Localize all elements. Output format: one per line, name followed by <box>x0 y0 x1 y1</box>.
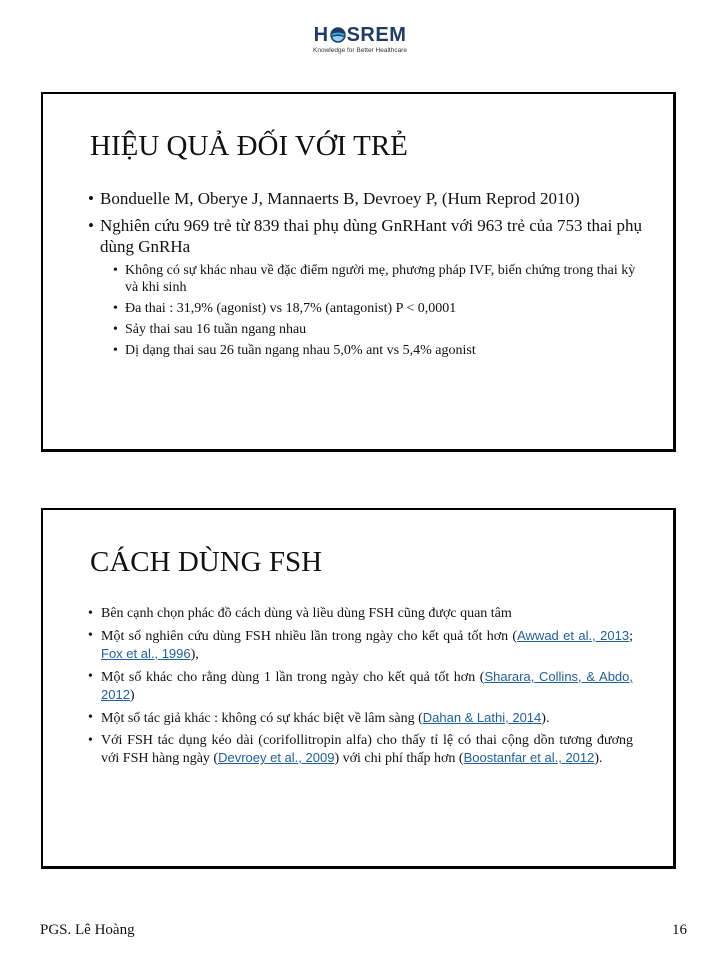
list-item <box>88 668 633 704</box>
reference-link-awwad[interactable]: Awwad et al., 2013 <box>517 628 630 643</box>
item-text: ), <box>190 647 199 662</box>
slide-2-bullets <box>88 605 633 772</box>
logo-wordmark <box>300 24 420 46</box>
reference-link-sharara[interactable]: Sharara, Collins, & Abdo, 2012 <box>101 669 633 702</box>
item-text: Bên cạnh chọn phác đồ cách dùng và liều dùng FSH cũng được quan tâm <box>101 606 512 621</box>
hosrem-logo <box>300 24 420 64</box>
slide-2 <box>41 508 676 869</box>
slide-1-bullets <box>88 188 643 365</box>
logo-text-srem: SREM <box>346 24 407 46</box>
item-text: Một số tác giả khác : không có sự khác biệt về lâm sàng ( <box>101 711 423 726</box>
sub-bullet: • Sảy thai sau 16 tuần ngang nhau <box>113 321 643 338</box>
footer-author: PGS. Lê Hoàng <box>40 922 135 938</box>
sub-bullet: • Không có sự khác nhau về đặc điểm người mẹ, phương pháp IVF, biến chứng trong thai kỳ và khi sinh <box>113 262 643 296</box>
item-text: Với FSH tác dụng kéo dài (corifollitropin alfa) cho thấy tỉ lệ có thai cộng dồn tương đương với FSH hàng ngày ( <box>101 733 633 766</box>
reference-link-dahan[interactable]: Dahan & Lathi, 2014 <box>422 710 542 725</box>
bullet-study-text: Nghiên cứu 969 trẻ từ 839 thai phụ dùng GnRHant với 963 trẻ của 753 thai phụ dùng GnRHa <box>100 216 643 256</box>
item-text: ; <box>629 629 633 644</box>
slide-2-title: CÁCH DÙNG FSH <box>90 546 323 578</box>
logo-tagline: Knowledge for Better Healthcare <box>313 47 407 54</box>
page-number: 16 <box>672 922 687 938</box>
bullet-citation: • Bonduelle M, Oberye J, Mannaerts B, Devroey P, (Hum Reprod 2010) <box>88 188 643 209</box>
logo-text-h: H <box>313 24 329 46</box>
item-text: Một số nghiên cứu dùng FSH nhiều lần trong ngày cho kết quả tốt hơn ( <box>101 629 518 644</box>
sub-bullets <box>113 262 643 359</box>
list-item <box>88 605 633 622</box>
item-text: ). <box>594 751 603 766</box>
item-text: Một số khác cho rằng dùng 1 lần trong ngày cho kết quả tốt hơn ( <box>101 670 485 685</box>
item-text: ) <box>129 688 135 703</box>
reference-link-boostanfar[interactable]: Boostanfar et al., 2012 <box>463 750 595 765</box>
sub-bullet: • Dị dạng thai sau 26 tuần ngang nhau 5,0% ant vs 5,4% agonist <box>113 342 643 359</box>
reference-link-fox[interactable]: Fox et al., 1996 <box>101 646 191 661</box>
logo-globe-icon <box>330 27 346 43</box>
bullet-study <box>88 215 643 359</box>
slide-1-title: HIỆU QUẢ ĐỐI VỚI TRẺ <box>90 130 408 162</box>
list-item <box>88 732 633 767</box>
reference-link-devroey[interactable]: Devroey et al., 2009 <box>218 750 335 765</box>
list-item <box>88 709 633 727</box>
sub-bullet: • Đa thai : 31,9% (agonist) vs 18,7% (antagonist) P < 0,0001 <box>113 300 643 317</box>
item-text: ) với chi phí thấp hơn ( <box>334 751 464 766</box>
list-item <box>88 627 633 663</box>
item-text: ). <box>541 711 550 726</box>
slide-1 <box>41 92 676 452</box>
